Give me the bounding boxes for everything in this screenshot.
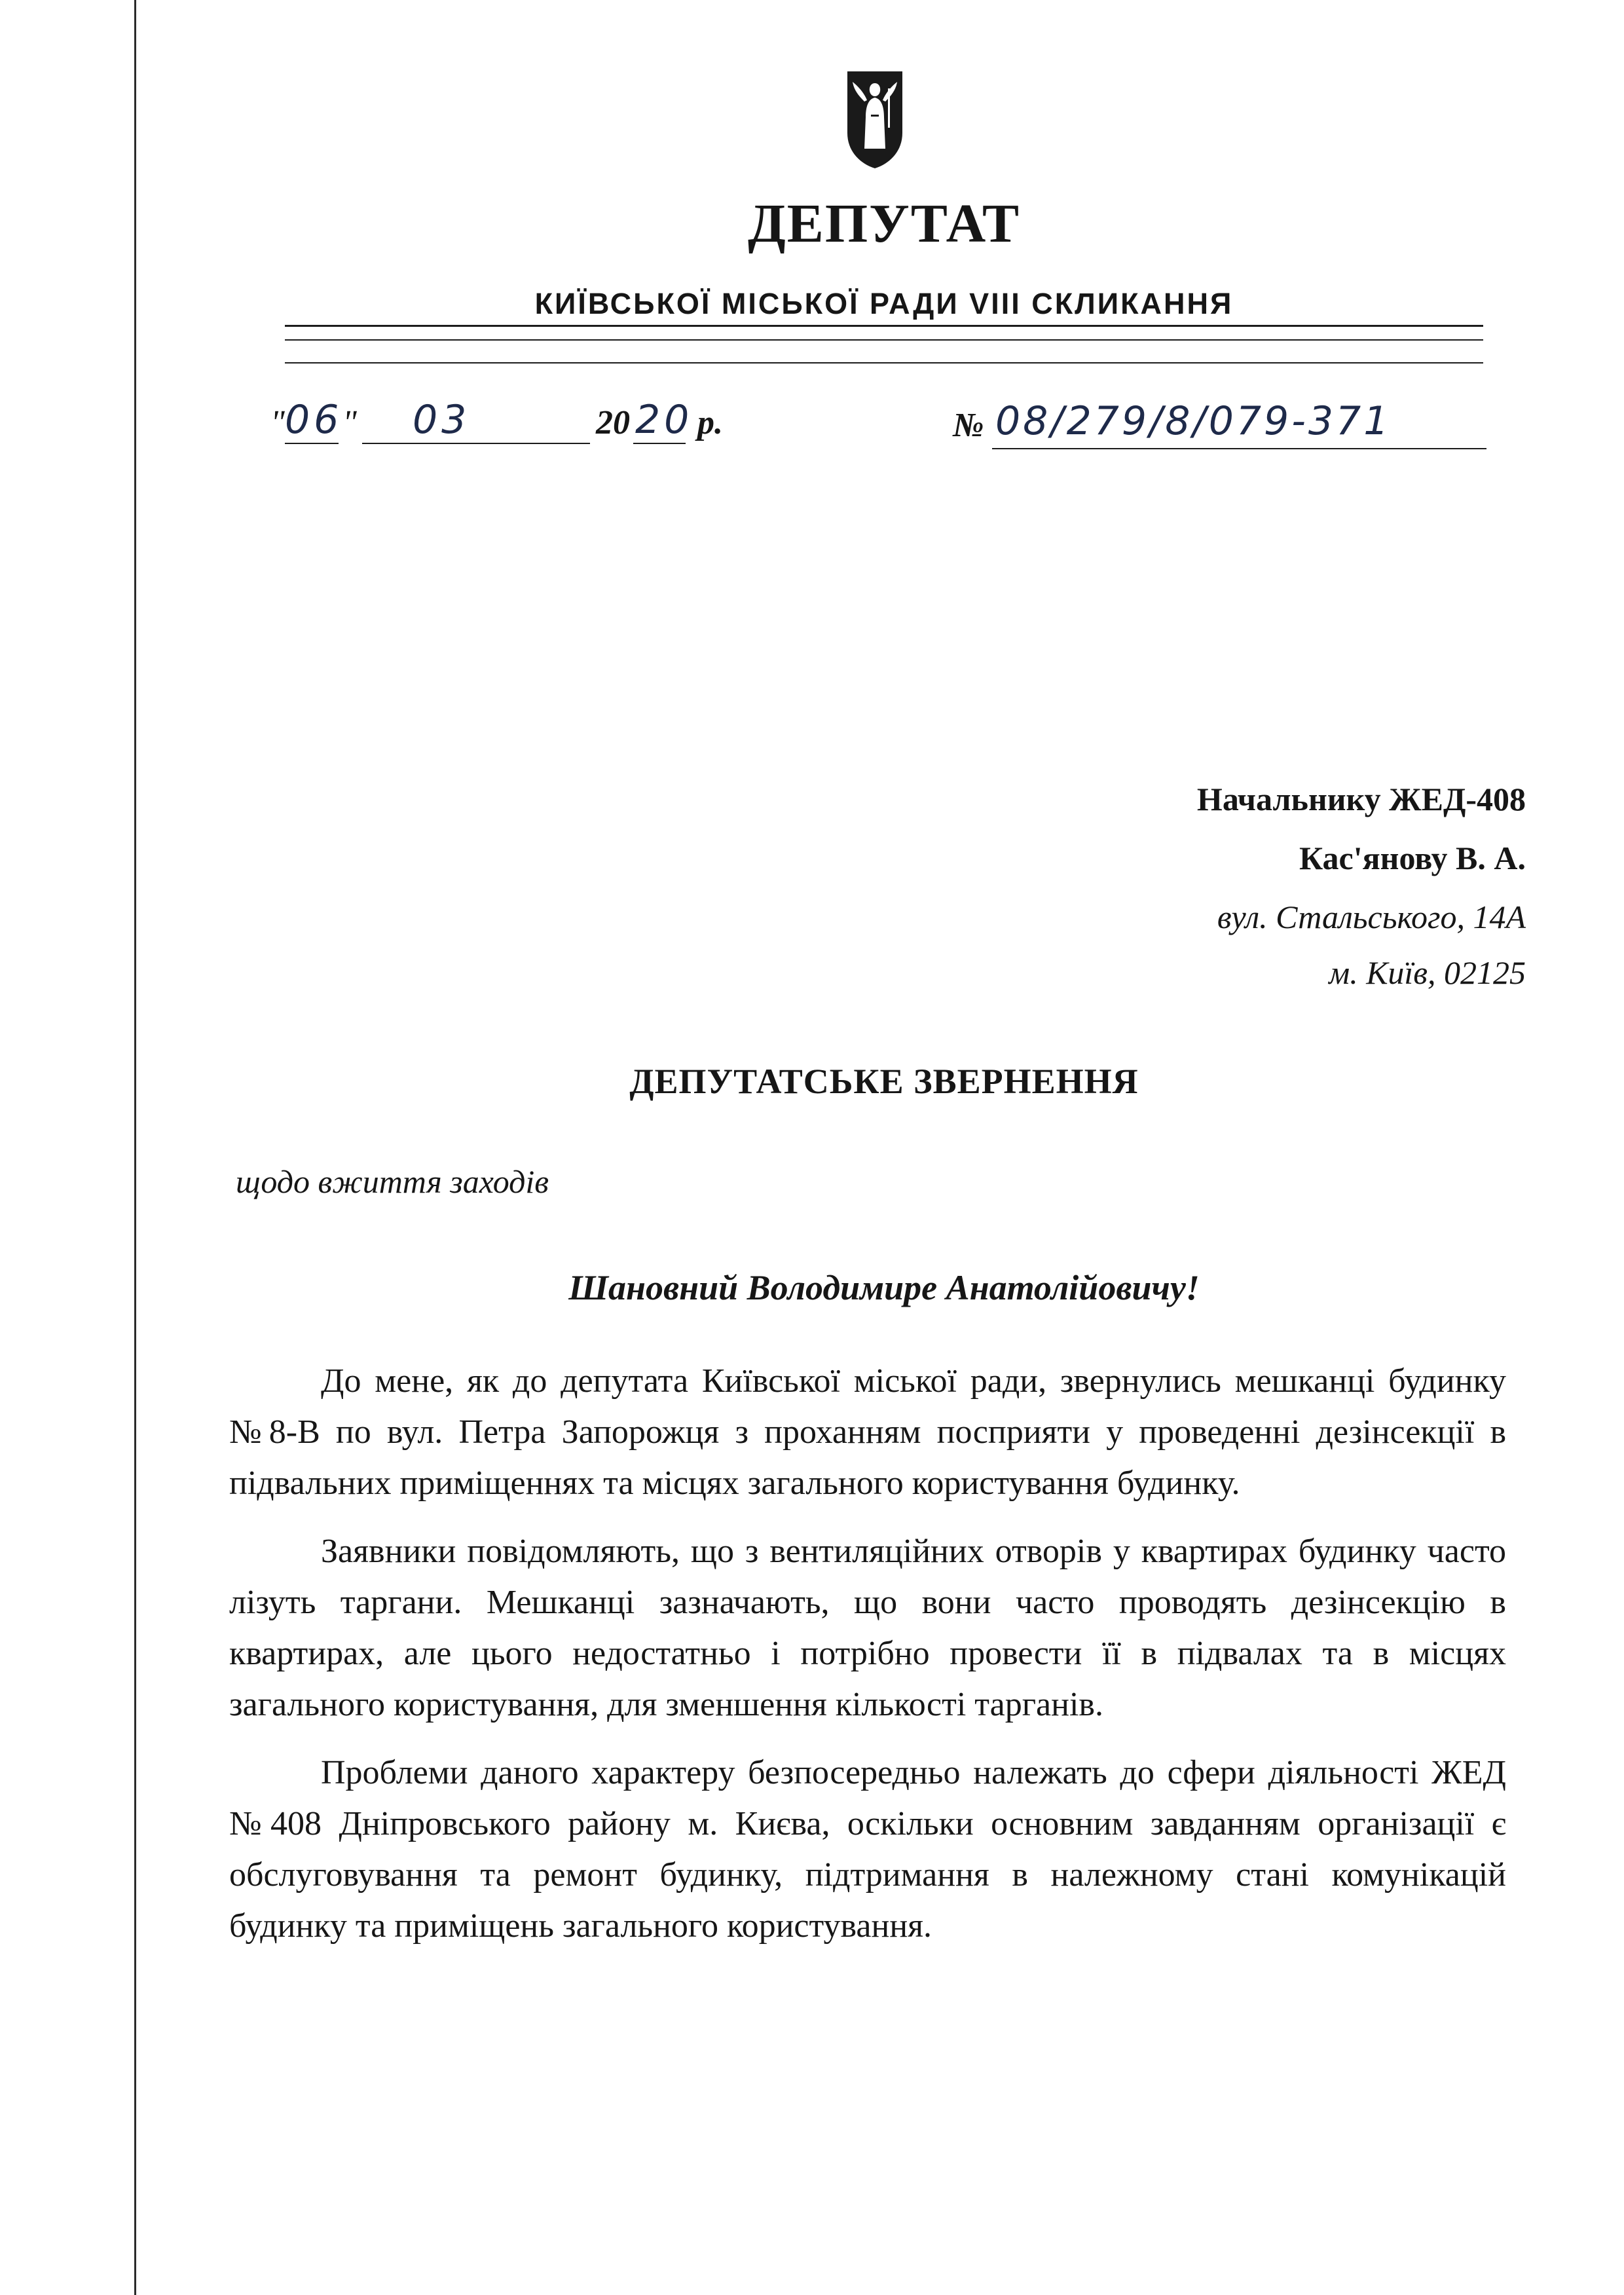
letter-body [229,1356,1506,1969]
registration-number-line [953,392,1490,457]
recipient-name: Кас'янову В. А. [1299,840,1526,876]
binding-margin-line [134,0,136,2295]
document-subject: щодо вжиття заходів [236,1163,549,1200]
date-month: 03 [413,397,471,443]
salutation: Шановний Володимире Анатолійовичу! [568,1268,1200,1307]
letterhead-rule [285,339,1483,341]
date-year-prefix: 20 [596,404,630,441]
registration-number: 08/279/8/079-371 [995,398,1392,444]
date-month-underline [362,443,590,444]
document-title: ДЕПУТАТСЬКЕ ЗВЕРНЕННЯ [629,1062,1139,1101]
recipient-position: Начальнику ЖЕД-408 [1196,781,1526,817]
date-year-underline [633,443,686,444]
date-day-underline [285,443,339,444]
recipient-street: вул. Стальського, 14А [1217,899,1526,935]
body-paragraph: До мене, як до депутата Київської міської ради, звернулись мешканці будинку №8-В по вул. Петра Запорожця з проханням посприяти у проведенні дезінсекції в підвальних приміщеннях та місцях загального користування будинку. [229,1362,1506,1502]
recipient-city: м. Київ, 02125 [1329,954,1526,991]
body-paragraph: Проблеми даного характеру безпосередньо належать до сфери діяльності ЖЕД №408 Дніпровського району м. Києва, оскільки основним завданням організації є обслуговування та ремонт будинку, підтримання в належному стані комунікацій будинку та приміщень загального користування. [229,1754,1506,1945]
date-year-suffix: 20 [635,397,693,443]
letterhead-subtitle: КИЇВСЬКОЇ МІСЬКОЇ РАДИ VIII СКЛИКАННЯ [534,287,1234,320]
registration-prefix: № [953,407,984,444]
date-open-quote: " [270,404,285,441]
date-line [265,392,737,451]
date-close-quote: " [342,404,357,441]
registration-underline [992,448,1486,449]
letterhead-rule [285,362,1483,364]
body-paragraph: Заявники повідомляють, що з вентиляційних отворів у квартирах будинку часто лізуть таргани. Мешканці зазначають, що вони часто проводять дезінсекцію в квартирах, але цього недостатньо і потрібно провести її в підвалах та в місцях загального користування, для зменшення кількості тарганів. [229,1533,1506,1723]
date-day: 06 [285,397,343,443]
date-year-mark: р. [697,404,723,441]
letterhead-rule [285,325,1483,327]
kyiv-coat-of-arms-icon [845,69,905,171]
letterhead-title: ДЕПУТАТ [748,193,1020,254]
